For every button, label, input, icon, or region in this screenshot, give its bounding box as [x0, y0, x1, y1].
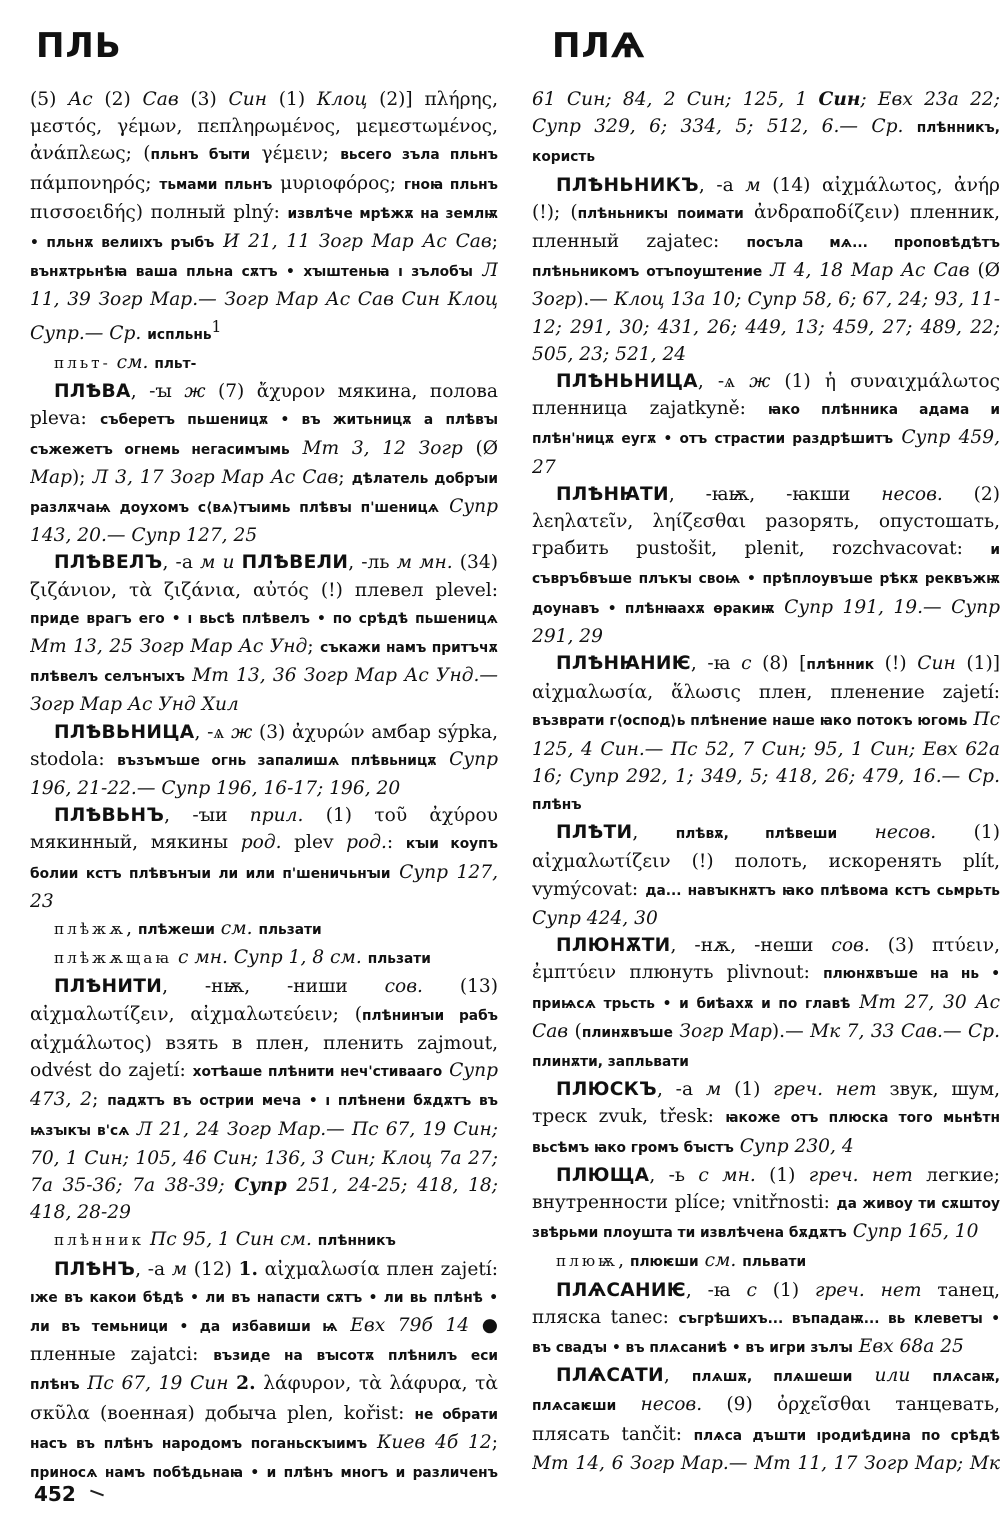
dictionary-entry: ПЛѢНИТИ, -нѭ, -ниши сов. (13) αἰχμαλωτίζειν, αἰχμαλωτεύειν; (плѣнинꙑи рабъ αἰχμάλωτος) взять в плен, пленить zajmout, odvést do zajetí: хотѣаше плѣнити неч'стивааго Супр 473, 2; падѫтъ въ острии меча • ı плѣнени бѫдѫтъ въ ѩзꙑкꙑ в'сѧ Л 21, 24 Зогр Мар.— Пс 67, 19 Син; 70, 1 Син; 105, 46 Син; 136, 3 Син; Клоц 7а 27; 7а 35-36; 7а 38-39; Супр 251, 24-25; 418, 18; 418, 28-29	[30, 976, 498, 1224]
dictionary-entry: ПЛѢНЬНИЦА, -ѧ ж (1) ἡ συναιχμάλωτος пленница zajatkyně: ꙗко плѣнника адама и плѣн'ницѫ еугѫ • отъ страстии раздрѣшитъ Супр 459, 27	[532, 371, 1000, 478]
right-column	[532, 86, 1000, 1481]
dictionary-entry: ПЛѢНꙖНИѤ, -ꙗ с (8) [плѣнник (!) Син (1)] αἰχμαλωσία, ἅλωσις плен, пленение zajetí: възврати г⟨оспод⟩ь плѣнение наше ꙗко потокъ югомь Пс 125, 4 Син.— Пс 52, 7 Син; 95, 1 Син; Евх 62а 16; Супр 292, 1; 349, 5; 418, 26; 479, 16.— Ср. плѣнъ	[532, 653, 1000, 814]
left-column	[30, 86, 498, 1481]
dictionary-entry: ПЛѢНЪ, -а м (12) 1. αἰχμαλωσία плен zajetí: ıже въ какои бѣдѣ • ли въ напасти сѫтъ • ли вь плѣнѣ • ли въ темьници • да избавиши ѩ Евх 79б 14 ● пленные zajatci: възиде на вꙑсотѫ плѣнилъ еси плѣнъ Пс 67, 19 Син 2. λάφυρον, τὰ λάφυρα, τὰ σκῦλα (военная) добыча plen, kořist: не обрати насъ въ плѣнъ народомъ поганьскꙑимъ Киев 4б 12; приносѧ намъ побѣдьнаꙗ • и плѣнъ многъ и различенъ	[30, 1258, 498, 1481]
page-number: 452	[34, 1482, 76, 1506]
running-head-left: ПЛЬ	[36, 26, 122, 66]
dictionary-entry: ПЛЮСКЪ, -а м (1) греч. нет звук, шум, треск zvuk, třesk: ꙗкоже отъ плюска того мьнѣтн вьсѣмъ ꙗко громъ бꙑстъ Супр 230, 4	[532, 1079, 1000, 1157]
dictionary-entry: ПЛѢВЕЛЪ, -а м и ПЛѢВЕЛИ, -ль м мн. (34) ζιζάνιον, τὰ ζιζάνια, αὐτός (!) плевел plevel: приде врагъ его • ı вьсѣ плѣвелъ • по срѣдѣ пьшеницѧ Мт 13, 25 Зогр Мар Ас Унд; съкажи намъ притъчѫ плѣвелъ селънꙑхъ Мт 13, 36 Зогр Мар Ас Унд.— Зогр Мар Ас Унд Хил	[30, 552, 498, 716]
dictionary-entry: ПЛѢНꙖТИ, -ꙗѭ, -ꙗкши несов. (2) λεηλατεῖν, ληίζεσθαι разорять, опустошать, грабить pustošit, plenit, rozchvacovat: и съвръбвъше плъкꙑ своѩ • прѣплоувъше рѣкѫ реквъжѭ доунавъ • плѣнꙗахѫ ѳракиѭ Супр 191, 19.— Супр 291, 29	[532, 483, 1000, 647]
dictionary-entry: ПЛЮЩА, -ь с мн. (1) греч. нет легкие; внутренности plíce; vnitřnosti: да живоу ти сѫштоу звѣрьми плоушта ти извлѣчена бѫдѫтъ Супр 165, 10	[532, 1164, 1000, 1243]
page-mark	[90, 1490, 104, 1497]
running-head-right: ПЛѦ	[552, 26, 646, 66]
dictionary-entry: ПЛѦСАНИѤ, -ꙗ с (1) греч. нет танец, пляска tanec: съгрѣшихъ... въпадаѭ... вь клеветꙑ • въ свадꙑ • въ плѧсаниѣ • въ игри зълꙑ Евх 68а 25	[532, 1279, 1000, 1357]
dictionary-entry: (5) Ас (2) Сав (3) Син (1) Клоц (2)] πλήρης, μεστός, γέμων, πεπληρωμένος, μεμεστωμένος, ἀνάπλεως; (пльнъ бꙑти γέμειν; вьсего зъла пльнъ πάμπονηρός; тьмами пльнъ μυριοφόρος; гноꙗ пльнъ πισσοειδής) полный plný: извлѣче мрѣжѫ на землѭ • пльнѫ велиıхъ рꙑбъ И 21, 11 Зогр Мар Ас Сав; вънѫтрьнѣꙗ ваша пльна сѫтъ • хꙑштеньꙗ ı зълобꙑ Л 11, 39 Зогр Мар.— Зогр Мар Ас Сав Син Клоц Супр.— Ср. испльнь$^1$	[30, 89, 498, 344]
cross-reference-entry: плѣнник Пс 95, 1 Син см. плѣнникъ	[54, 1229, 396, 1251]
cross-reference-entry: пльт- см. пльт-	[54, 352, 197, 374]
dictionary-entry: ПЛѢТИ, плѣвѫ, плѣвеши несов. (1) αἰχμαλωτίζειν (!) полоть, искоренять plít, vymýcovat: да... навꙑкнѫтъ ꙗко плѣвома кстъ сьмрьть Супр 424, 30	[532, 822, 1000, 929]
cross-reference-entry: плюѭ, плюѥши см. пльвати	[556, 1250, 807, 1272]
dictionary-entry: ПЛѢНЬНИКЪ, -а м (14) αἰχμάλωτος, ἀνήρ (!); (плѣньникꙑ поимати ἀνδραποδίζειν) пленник, пленный zajatec: посъла мѧ... проповѣдѣтъ плѣньникомъ отъпоуштение Л 4, 18 Мар Ас Сав (Ø Зогр).— Клоц 13а 10; Супр 58, 6; 67, 24; 93, 11-12; 291, 30; 431, 26; 449, 13; 459, 27; 489, 22; 505, 23; 521, 24	[532, 174, 1000, 365]
dictionary-entry: ПЛѢВЬНЪ, -ꙑи прил. (1) τοῦ ἀχύρου мякинный, мякины род. plev род.: кꙑи коупъ болии кстъ плѣвънꙑи ли или п'шеничьнꙑи Супр 127, 23	[30, 805, 498, 912]
dictionary-entry: ПЛѦСАТИ, плѧшѫ, плѧшеши или плѧсаѭ, плѧсаѥши несов. (9) ὀρχεῖσθαι танцевать, плясать tančit: плѧса дъшти ıродиѣдина по срѣдѣ Мт 14, 6 Зогр Мар.— Мт 11, 17 Зогр Мар; Мк	[532, 1365, 1000, 1474]
cross-reference-entry: плѣжѫщаꙗ с мн. Супр 1, 8 см. пльзати	[54, 947, 431, 969]
cross-reference-entry: плѣжѫ, плѣжеши см. пльзати	[54, 918, 322, 940]
dictionary-entry: ПЛѢВА, -ꙑ ж (7) ἄχυρον мякина, полова pleva: съберетъ пьшеницѫ • въ житьницѫ а плѣвꙑ съжежетъ огнемь негасимꙑмь Мт 3, 12 Зогр (Ø Мар); Л 3, 17 Зогр Мар Ас Сав; дѣлатель добрꙑи разлѫчаѩ доухомъ с⟨вѧ⟩тꙑимь плѣвꙑ п'шеницѧ Супр 143, 20.— Супр 127, 25	[30, 381, 498, 547]
dictionary-entry: ПЛѢВЬНИЦА, -ѧ ж (3) ἀχυρών амбар sýpka, stodola: възъмъше огнь запалишѧ плѣвьницѫ Супр 196, 21-22.— Супр 196, 16-17; 196, 20	[30, 721, 498, 800]
dictionary-entry: 61 Син; 84, 2 Син; 125, 1 Син; Евх 23а 22; Супр 329, 6; 334, 5; 512, 6.— Ср. плѣнникъ, користь	[532, 89, 1000, 166]
dictionary-entry: ПЛЮНѪТИ, -нѫ, -неши сов. (3) πτύειν, ἐμπτύειν плюнуть plivnout: плюнѫвъше на нь • приѩсѧ трьсть • и биѣахѫ и по главѣ Мт 27, 30 Ас Сав (плинѫвъше Зогр Мар).— Мк 7, 33 Сав.— Ср. плинѫти, запльвати	[532, 935, 1000, 1070]
